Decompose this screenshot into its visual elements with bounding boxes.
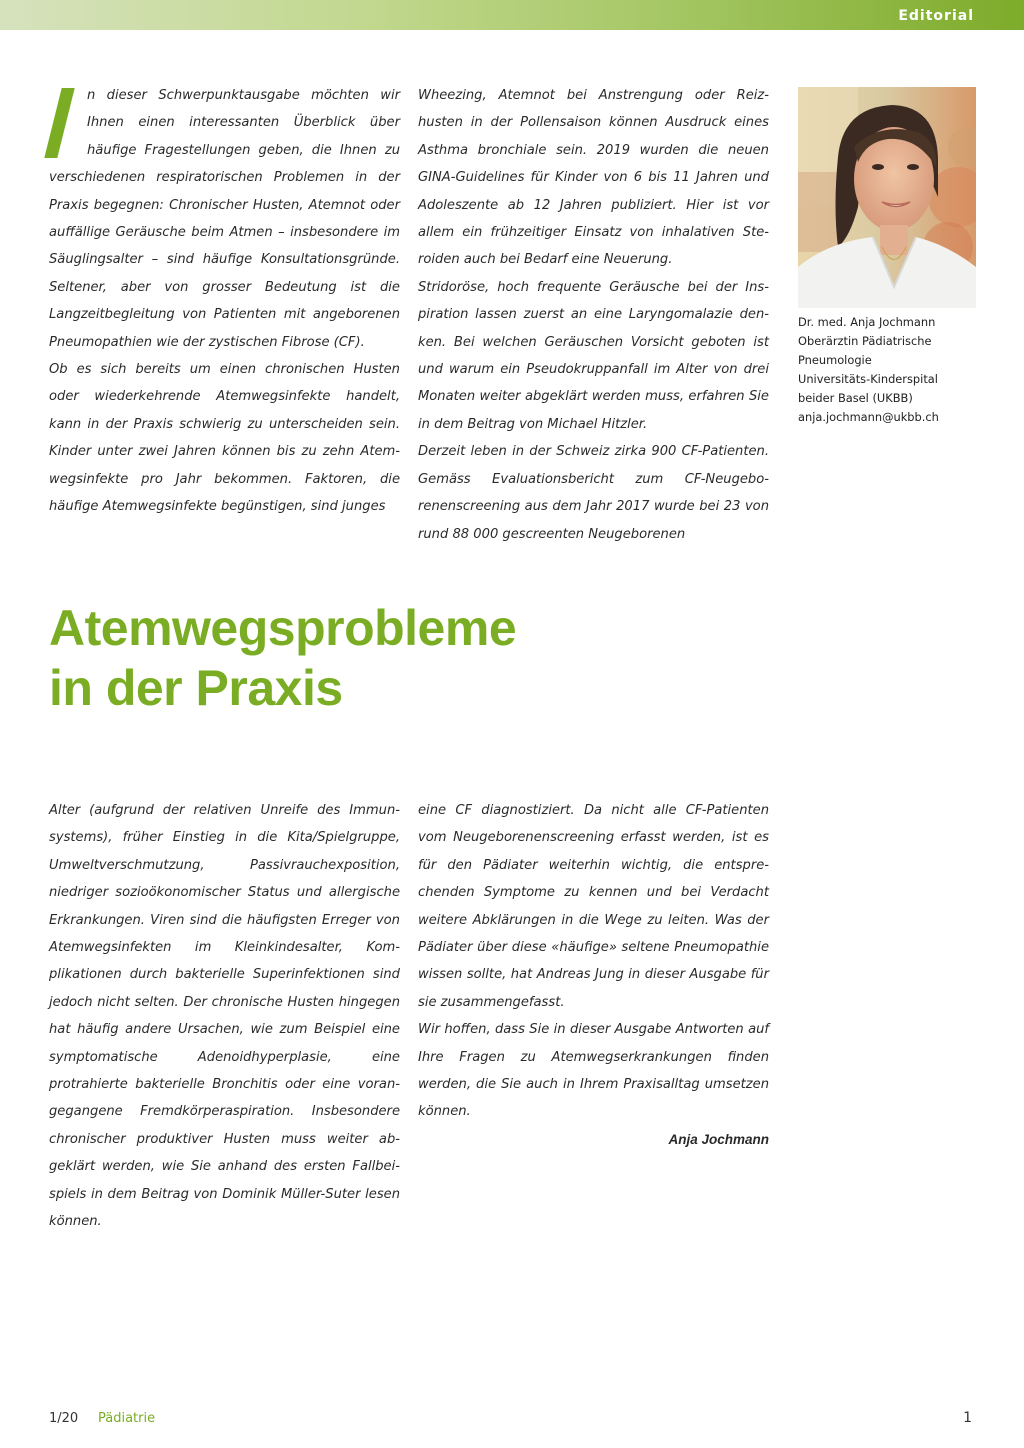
intro-paragraph <box>49 82 400 356</box>
author-caption <box>798 313 998 427</box>
paragraph: Wir hoffen, dass Sie in dieser Ausgabe Antworten auf Ihre Fragen zu Atemwegserkrankungen finden werden, die Sie auch in Ihrem Praxisalltag umsetzen können. <box>418 1022 769 1120</box>
author-photo <box>798 87 976 308</box>
paragraph: Derzeit leben in der Schweiz zirka 900 CF-Patienten. Gemäss Evaluationsbericht zum CF-Neugeborenenscreening aus dem Jahr 2017 wurde bei 23 von rund 88 000 gescreenten Neugeborenen <box>418 444 769 542</box>
dropcap-letter <box>44 88 74 158</box>
paragraph: Wheezing, Atemnot bei Anstrengung oder Reizhusten in der Pollensaison können Ausdruck eines Asthma bronchiale sein. 2019 wurden die neuen GINA-Guidelines für Kinder von 6 bis 11 Jahren und Adoleszente ab 12 Jahren publiziert. Hier ist vor allem ein frühzeitiger Einsatz von inhalativen Steroiden auch bei Bedarf eine Neuerung. <box>418 88 769 268</box>
signature: Anja Jochmann <box>668 1131 769 1147</box>
dropcap <box>47 88 85 163</box>
paragraph: Stridoröse, hoch frequente Geräusche bei der Inspiration lassen zuerst an eine Laryngomalazie denken. Bei welchen Geräuschen Vorsicht geboten ist und warum ein Pseudokruppanfall im Alter von drei Monaten weiter abgeklärt werden muss, erfahren Sie in dem Beitrag von Michael Hitzler. <box>418 279 769 432</box>
author-portrait-image <box>798 87 976 308</box>
section-label: Editorial <box>898 8 974 24</box>
article-title <box>49 598 516 718</box>
paragraph: Ob es sich bereits um einen chronischen Husten oder wiederkehrende Atemwegsinfekte handelt, kann in der Praxis schwierig zu unterscheiden sein. Kinder unter zwei Jahren können bis zu zehn Atemwegsinfekte pro Jahr bekommen. Faktoren, die häufige Atemwegsinfekte begünstigen, sind junges <box>49 362 400 515</box>
article-column-upper-left <box>49 82 400 521</box>
page-number: 1 <box>963 1410 972 1426</box>
intro-paragraph-text: n dieser Schwerpunktausgabe möchten wir Ihnen einen interessanten Überblick über häufige Fragestellungen geben, die Ihnen zu verschiedenen respiratorischen Problemen in der Praxis begegnen: Chronischer Husten, Atemnot oder auffällige Geräusche beim Atmen – insbesondere im Säuglingsalter – sind häufige Konsultationsgründe. Seltener, aber von grosser Bedeutung ist die Langzeitbegleitung von Patienten mit angeborenen Pneumopathien wie der zystischen Fibrose (CF). <box>49 88 400 350</box>
author-role-continued: Pneumologie <box>798 353 872 367</box>
article-column-lower-left <box>49 797 400 1236</box>
paragraph: eine CF diagnostiziert. Da nicht alle CF-Patienten vom Neugeborenenscreening erfasst werden, ist es für den Pädiater weiterhin wichtig, die entsprechenden Symptome zu kennen und bei Verdacht weitere Abklärungen in die Wege zu leiten. Was der Pädiater über diese «häufige» seltene Pneumopathie wissen sollte, hat Andreas Jung in dieser Ausgabe für sie zusammengefasst. <box>418 803 769 1010</box>
paragraph: Alter (aufgrund der relativen Unreife des Immunsystems), früher Einstieg in die Kita/Spielgruppe, Umweltverschmutzung, Passivrauchexposition, niedriger sozioökonomischer Status und allergische Erkrankungen. Viren sind die häufigsten Erreger von Atemwegsinfekten im Kleinkindesalter, Komplikationen durch bakterielle Superinfektionen sind jedoch nicht selten. Der chronische Husten hingegen hat häufig andere Ursachen, wie zum Beispiel eine symptomatische Adenoidhyperplasie, eine protrahierte bakterielle Bronchitis oder eine vorangegangene Fremdkörperaspiration. Insbesondere chronischer produktiver Husten muss weiter abgeklärt werden, wie Sie anhand des ersten Fallbeispiels in dem Beitrag von Dominik Müller-Suter lesen können. <box>49 803 400 1230</box>
issue-number: 1/20 <box>49 1411 79 1426</box>
author-institution: Universitäts-Kinderspital <box>798 372 938 386</box>
article-column-upper-right <box>418 82 769 548</box>
section-header-bar <box>0 0 1024 30</box>
author-name: Dr. med. Anja Jochmann <box>798 315 936 329</box>
magazine-name: Pädiatrie <box>98 1411 156 1426</box>
author-role: Oberärztin Pädiatrische <box>798 334 932 348</box>
author-email[interactable]: anja.jochmann@ukbb.ch <box>798 410 939 424</box>
author-institution-continued: beider Basel (UKBB) <box>798 391 913 405</box>
article-column-lower-right <box>418 797 769 1153</box>
article-title-line-1: Atemwegsprobleme <box>49 600 517 656</box>
article-title-line-2: in der Praxis <box>49 660 343 716</box>
